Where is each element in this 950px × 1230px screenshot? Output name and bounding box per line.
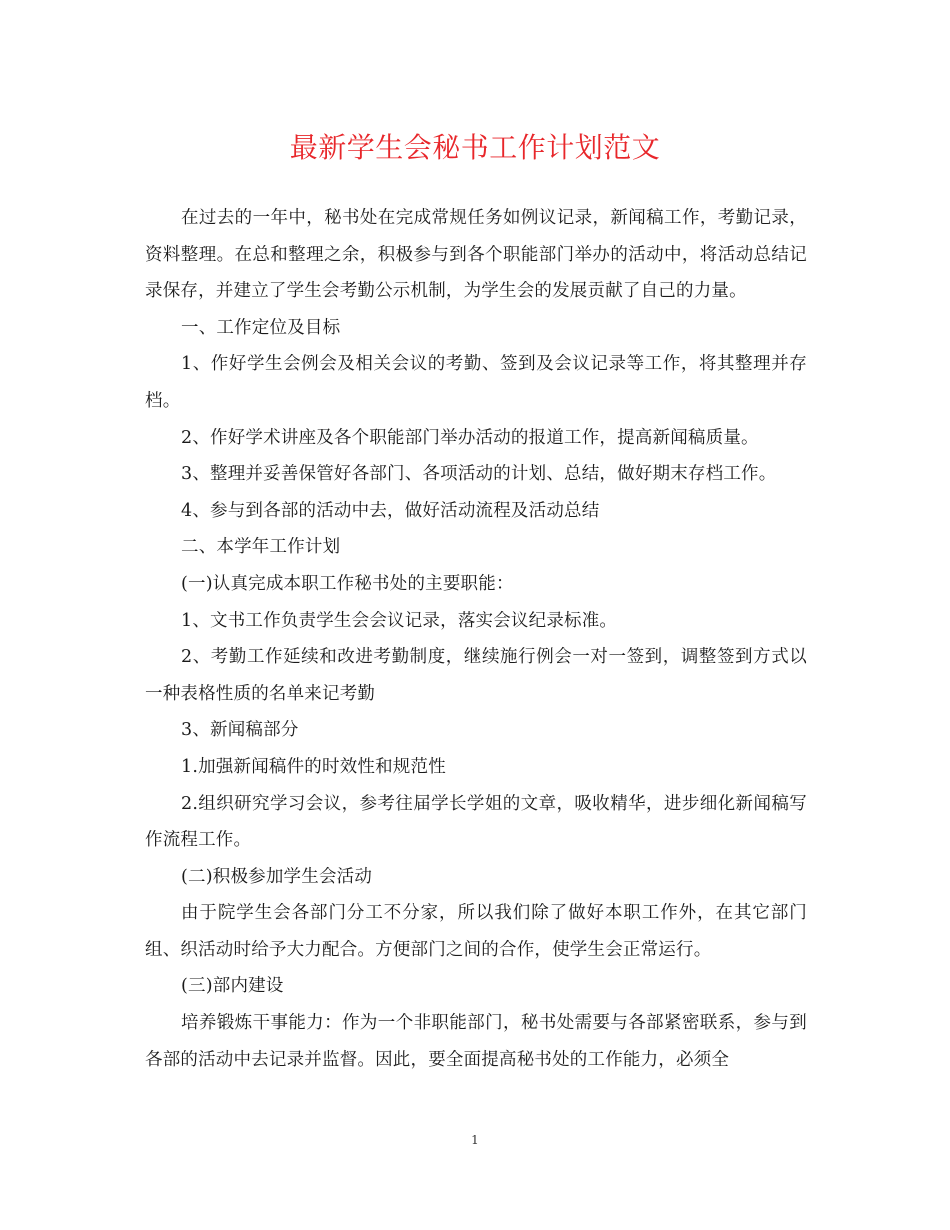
list-item: 3、新闻稿部分 [181, 720, 299, 741]
paragraph: 在过去的一年中，秘书处在完成常规任务如例议记录，新闻稿工作，考勤记录，资料整理。在总和整理之余，积极参与到各个职能部门举办的活动中，将活动总结记录保存，并建立了学生会考勤公示机制，为学生会的发展贡献了自己的力量。 [145, 208, 807, 302]
section-heading: 一、工作定位及目标 [181, 317, 341, 338]
paragraph: 由于院学生会各部门分工不分家，所以我们除了做好本职工作外，在其它部门组、织活动时给予大力配合。方便部门之间的合作，使学生会正常运行。 [145, 903, 807, 960]
list-item: 1、作好学生会例会及相关会议的考勤、签到及会议记录等工作，将其整理并存档。 [145, 354, 807, 411]
section-heading: 二、本学年工作计划 [181, 537, 341, 558]
list-item: 3、整理并妥善保管好各部门、各项活动的计划、总结，做好期末存档工作。 [181, 464, 777, 485]
list-item: 4、参与到各部的活动中去，做好活动流程及活动总结 [181, 500, 600, 521]
document-title: 最新学生会秘书工作计划范文 [289, 131, 661, 164]
list-item: 2、考勤工作延续和改进考勤制度，继续施行例会一对一签到，调整签到方式以一种表格性质的名单来记考勤 [145, 647, 807, 704]
document-body [145, 200, 807, 1078]
subsection-heading: (三)部内建设 [181, 976, 284, 997]
list-item: 1、文书工作负责学生会会议记录，落实会议纪录标准。 [181, 610, 618, 631]
list-item: 2、作好学术讲座及各个职能部门举办活动的报道工作，提高新闻稿质量。 [181, 427, 759, 448]
page-number: 1 [471, 1133, 479, 1147]
subsection-heading: (二)积极参加学生会活动 [181, 866, 373, 887]
subsection-heading: (一)认真完成本职工作秘书处的主要职能： [181, 573, 514, 594]
list-item: 1.加强新闻稿件的时效性和规范性 [181, 756, 446, 777]
paragraph: 培养锻炼干事能力：作为一个非职能部门，秘书处需要与各部紧密联系，参与到各部的活动中去记录并监督。因此，要全面提高秘书处的工作能力，必须全 [145, 1013, 807, 1070]
list-item: 2.组织研究学习会议，参考往届学长学姐的文章，吸收精华，进步细化新闻稿写作流程工作。 [145, 793, 807, 851]
